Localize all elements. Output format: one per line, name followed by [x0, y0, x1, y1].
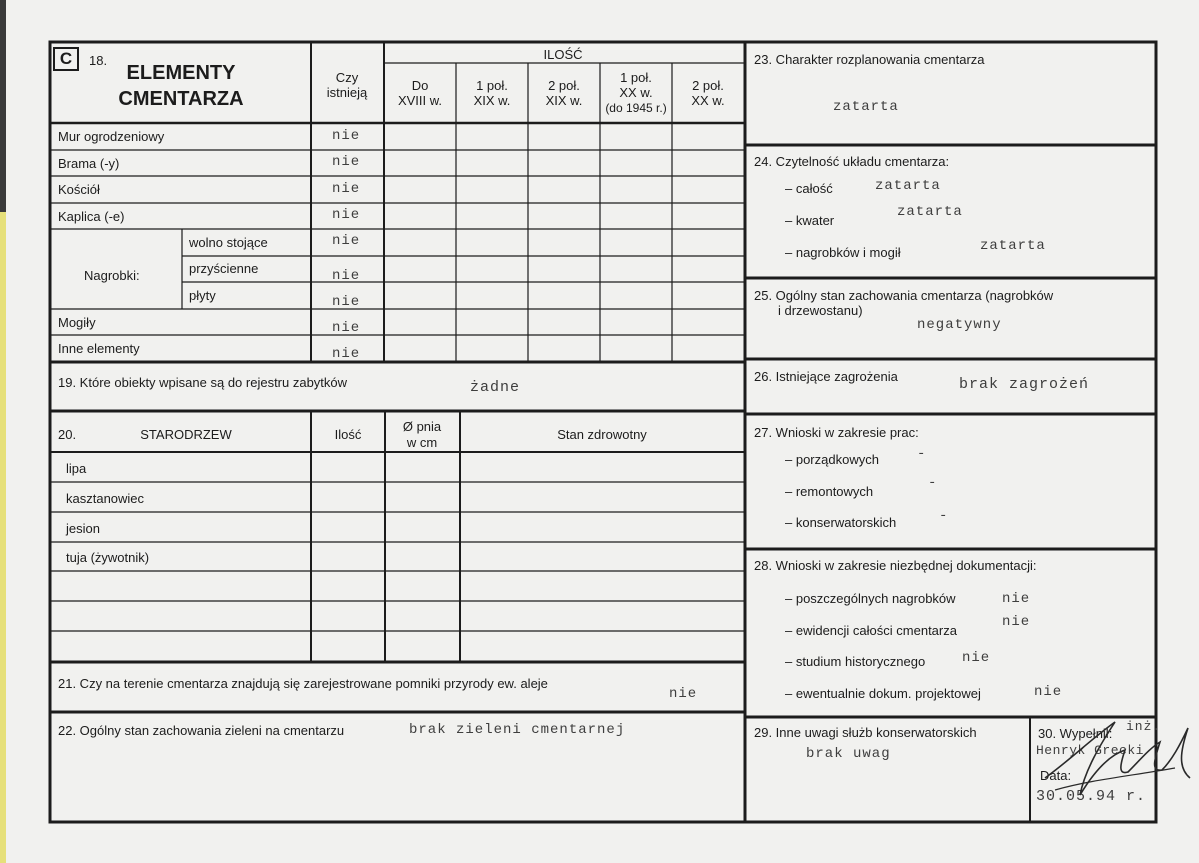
ilosc-header: ILOŚĆ — [543, 47, 583, 62]
q28-nagrobkow-label: – poszczególnych nagrobków — [785, 591, 956, 606]
row-label-mogily: Mogiły — [58, 315, 96, 330]
q30-date-label: Data: — [1040, 768, 1072, 783]
q28-studium-label: – studium historycznego — [785, 654, 926, 669]
nagrobki-przyscienne-value: nie — [332, 268, 361, 284]
q27-konserwatorskich-value: - — [939, 508, 949, 524]
period-col-2-line1: 1 poł. — [476, 78, 508, 93]
q30-date: 30.05.94 r. — [1036, 788, 1147, 805]
q27-konserwatorskich-label: – konserwatorskich — [785, 515, 897, 530]
period-col-5-line2: XX w. — [691, 93, 725, 108]
row-value-mogily: nie — [332, 320, 361, 336]
section-18-title-line2: CMENTARZA — [118, 88, 244, 110]
q27-remontowych-label: – remontowych — [785, 484, 874, 499]
section-18-title-line1: ELEMENTY — [126, 62, 236, 84]
period-col-1-line2: XVIII w. — [397, 93, 443, 108]
q20-number: 20. — [58, 427, 77, 442]
q23-label: 23. Charakter rozplanowania cmentarza — [754, 52, 985, 67]
period-col-2-line2: XIX w. — [473, 93, 511, 108]
q19-label: 19. Które obiekty wpisane są do rejestru zabytków — [58, 375, 348, 390]
row-value-kaplica: nie — [332, 207, 361, 223]
period-col-3-line2: XIX w. — [545, 93, 583, 108]
q22-label: 22. Ogólny stan zachowania zieleni na cmentarzu — [58, 723, 345, 738]
q28-projektowej-label: – ewentualnie dokum. projektowej — [785, 686, 981, 701]
card-letter: C — [53, 47, 79, 71]
q25-label-line2: i drzewostanu) — [778, 303, 863, 318]
row-value-mur: nie — [332, 128, 361, 144]
q24-calosc-label: – całość — [785, 181, 833, 196]
q20-col-pien-line2: w cm — [406, 435, 438, 450]
nagrobki-wolno-stojace: wolno stojące — [189, 235, 268, 250]
period-col-3-line1: 2 poł. — [548, 78, 580, 93]
q21-value: nie — [669, 686, 698, 702]
tree-lipa: lipa — [66, 461, 87, 476]
row-value-brama: nie — [332, 154, 361, 170]
nagrobki-plyty-value: nie — [332, 294, 361, 310]
q24-kwater-label: – kwater — [785, 213, 835, 228]
q26-label: 26. Istniejące zagrożenia — [754, 369, 898, 384]
q29-value: brak uwag — [806, 746, 891, 762]
q23-value: zatarta — [833, 99, 899, 115]
row-value-kosciol: nie — [332, 181, 361, 197]
q20-col-ilosc: Ilość — [334, 427, 362, 442]
period-col-4-line2: XX w. — [619, 85, 653, 100]
q24-nagrobkow-value: zatarta — [980, 238, 1046, 254]
section-18-number: 18. — [89, 53, 108, 68]
nagrobki-przyscienne: przyścienne — [189, 261, 259, 276]
q24-calosc-value: zatarta — [875, 178, 941, 194]
tree-tuja: tuja (żywotnik) — [66, 550, 150, 565]
q26-value: brak zagrożeń — [959, 376, 1090, 393]
q30-label: 30. Wypełnił: — [1038, 726, 1113, 741]
q28-ewidencji-label: – ewidencji całości cmentarza — [785, 623, 957, 638]
q24-label: 24. Czytelność układu cmentarza: — [754, 154, 950, 169]
czy-istnieja-line2: istnieją — [326, 85, 368, 100]
row-label-brama: Brama (-y) — [58, 156, 120, 171]
row-label-kosciol: Kościół — [58, 182, 100, 197]
period-col-1-line1: Do — [411, 78, 429, 93]
q30-title: inż. — [1126, 719, 1162, 734]
row-label-mur: Mur ogrodzeniowy — [58, 129, 165, 144]
q20-col-stan: Stan zdrowotny — [557, 427, 647, 442]
q27-porzadkowych-label: – porządkowych — [785, 452, 879, 467]
tree-jesion: jesion — [66, 521, 100, 536]
nagrobki-plyty: płyty — [189, 288, 216, 303]
q28-ewidencji-value: nie — [1002, 614, 1031, 630]
q21-label: 21. Czy na terenie cmentarza znajdują się zarejestrowane pomniki przyrody ew. aleje — [58, 676, 548, 691]
q20-title: STARODRZEW — [140, 427, 232, 442]
q28-nagrobkow-value: nie — [1002, 591, 1031, 607]
q28-projektowej-value: nie — [1034, 684, 1063, 700]
q22-value: brak zieleni cmentarnej — [409, 722, 626, 738]
q24-nagrobkow-label: – nagrobków i mogił — [785, 245, 901, 260]
q27-porzadkowych-value: - — [917, 446, 927, 462]
q30-name: Henryk Grecki — [1036, 743, 1144, 758]
nagrobki-label: Nagrobki: — [84, 268, 140, 283]
czy-istnieja-line1: Czy — [335, 70, 359, 85]
period-col-4-line3: (do 1945 r.) — [605, 101, 667, 115]
period-col-5-line1: 2 poł. — [692, 78, 724, 93]
row-label-kaplica: Kaplica (-e) — [58, 209, 125, 224]
row-label-inne: Inne elementy — [58, 341, 140, 356]
q25-label-line1: 25. Ogólny stan zachowania cmentarza (nagrobków — [754, 288, 1054, 303]
q19-value: żadne — [470, 379, 521, 396]
q25-value: negatywny — [917, 317, 1002, 333]
row-value-inne: nie — [332, 346, 361, 362]
q28-label: 28. Wnioski w zakresie niezbędnej dokumentacji: — [754, 558, 1037, 573]
q27-remontowych-value: - — [928, 475, 938, 491]
q27-label: 27. Wnioski w zakresie prac: — [754, 425, 919, 440]
q24-kwater-value: zatarta — [897, 204, 963, 220]
tree-kasztanowiec: kasztanowiec — [66, 491, 145, 506]
nagrobki-wolno-stojace-value: nie — [332, 233, 361, 249]
q20-col-pien-line1: Ø pnia — [402, 419, 442, 434]
q28-studium-value: nie — [962, 650, 991, 666]
period-col-4-line1: 1 poł. — [620, 70, 652, 85]
q29-label: 29. Inne uwagi służb konserwatorskich — [754, 725, 977, 740]
